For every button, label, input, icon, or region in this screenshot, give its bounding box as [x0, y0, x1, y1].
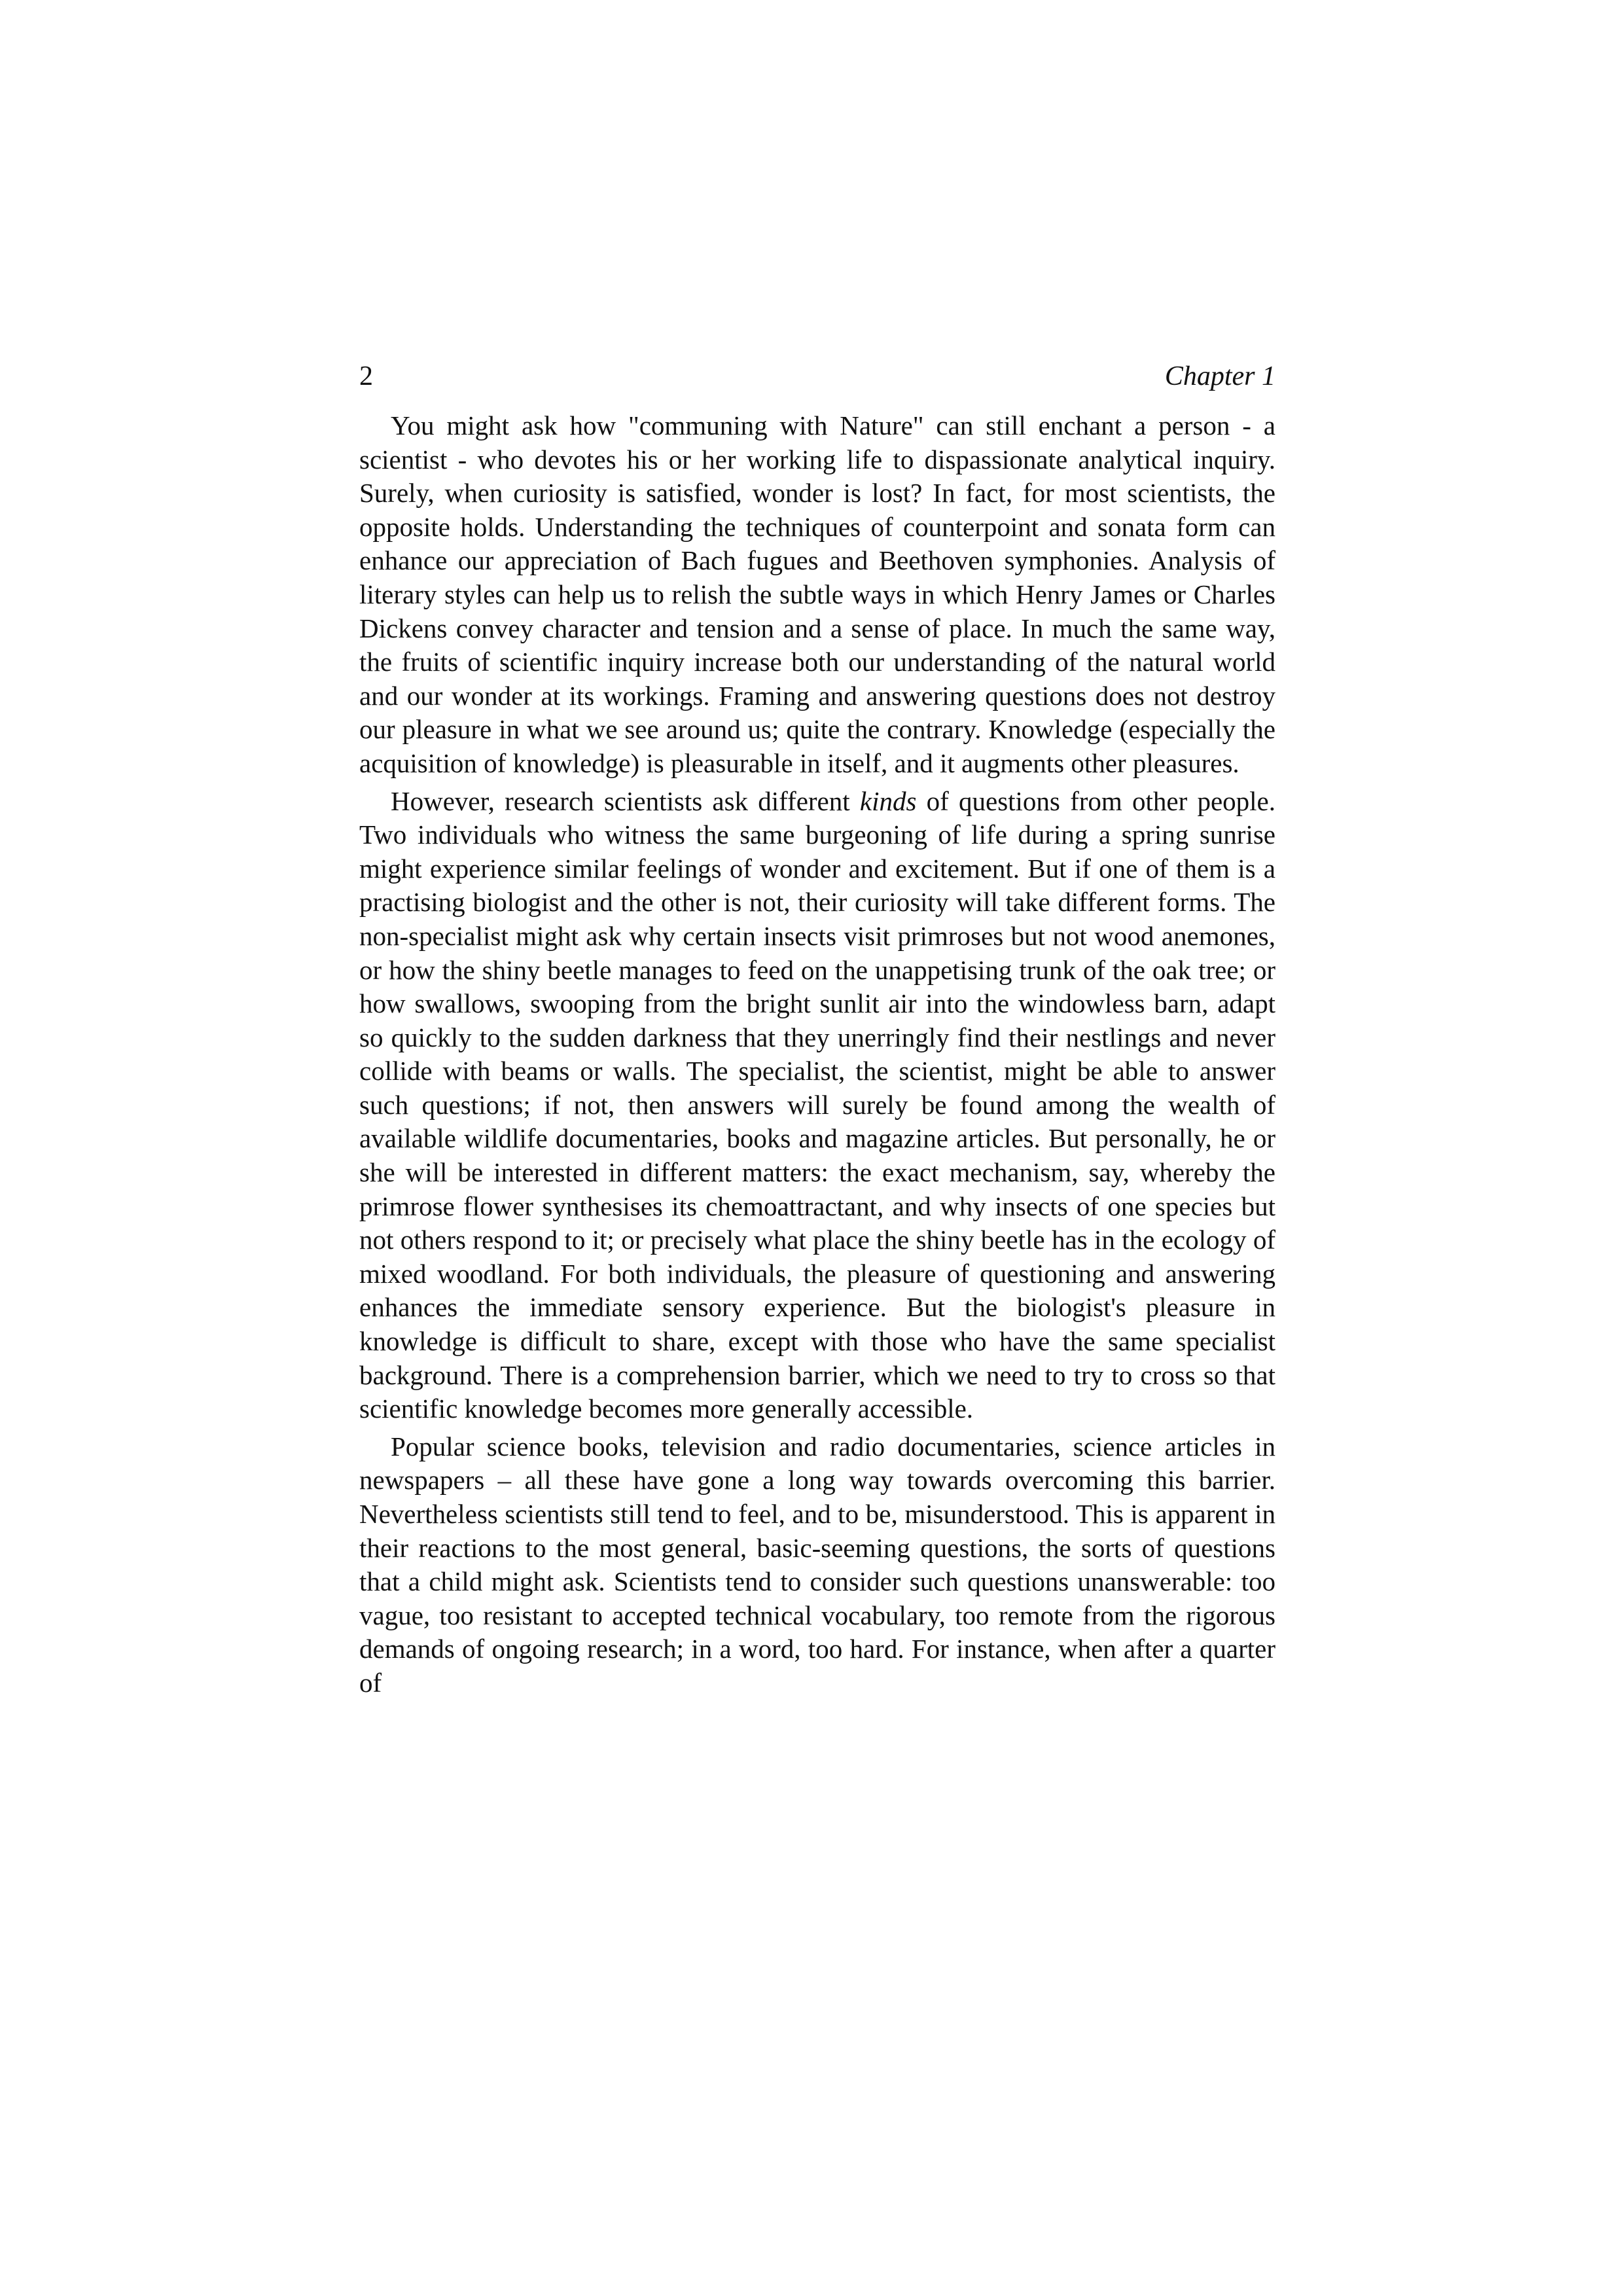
paragraph-2-lead: However, research scientists ask different	[391, 785, 860, 816]
paragraph-2	[359, 785, 1275, 1426]
page-header	[359, 353, 1275, 399]
emphasis-kinds: kinds	[859, 785, 917, 816]
body-text	[359, 409, 1275, 1700]
page-number: 2	[359, 361, 373, 391]
paragraph-1: You might ask how "communing with Nature" can still enchant a person - a scientist - who devotes his or her working life to dispassionate analytical inquiry. Surely, when curiosity is satisfied, wonder is lost? In fact, for most scientists, the opposite holds. Understanding the techniques of counterpoint and sonata form can enhance our appreciation of Bach fugues and Beethoven symphonies. Analysis of literary styles can help us to relish the subtle ways in which Henry James or Charles Dickens convey character and tension and a sense of place. In much the same way, the fruits of scientific inquiry increase both our understanding of the natural world and our wonder at its workings. Framing and answering questions does not destroy our pleasure in what we see around us; quite the contrary. Knowledge (especially the acquisition of knowledge) is pleasurable in itself, and it augments other pleasures.	[359, 410, 1275, 778]
paragraph-2-rest: of questions from other people. Two individuals who witness the same burgeoning of life during a spring sunrise might experience similar feelings of wonder and excitement. But if one of them is a practising biologist and the other is not, their curiosity will take different forms. The non-specialist might ask why certain insects visit primroses but not wood anemones, or how the shiny beetle manages to feed on the unappetising trunk of the oak tree; or how swallows, swooping from the bright sunlit air into the windowless barn, adapt so quickly to the sudden darkness that they unerringly find their nestlings and never collide with beams or walls. The specialist, the scientist, might be able to answer such questions; if not, then answers will surely be found among the wealth of available wildlife documentaries, books and magazine articles. But personally, he or she will be interested in different matters: the exact mechanism, say, whereby the primrose flower synthesises its chemoattractant, and why insects of one species but not others respond to it; or precisely what place the shiny beetle has in the ecology of mixed woodland. For both individuals, the pleasure of questioning and answering enhances the immediate sensory experience. But the biologist's pleasure in knowledge is difficult to share, except with those who have the same specialist background. There is a comprehension barrier, which we need to try to cross so that scientific knowledge becomes more generally accessible.	[359, 785, 1275, 1424]
running-head-chapter: Chapter 1	[1164, 361, 1275, 391]
paragraph-3: Popular science books, television and radio documentaries, science articles in newspapers – all these have gone a long way towards overcoming this barrier. Nevertheless scientists still tend to feel, and to be, misunderstood. This is apparent in their reactions to the most general, basic-seeming questions, the sorts of questions that a child might ask. Scientists tend to consider such questions unanswerable: too vague, too resistant to accepted technical vocabulary, too remote from the rigorous demands of ongoing research; in a word, too hard. For instance, when after a quarter of	[359, 1431, 1275, 1698]
